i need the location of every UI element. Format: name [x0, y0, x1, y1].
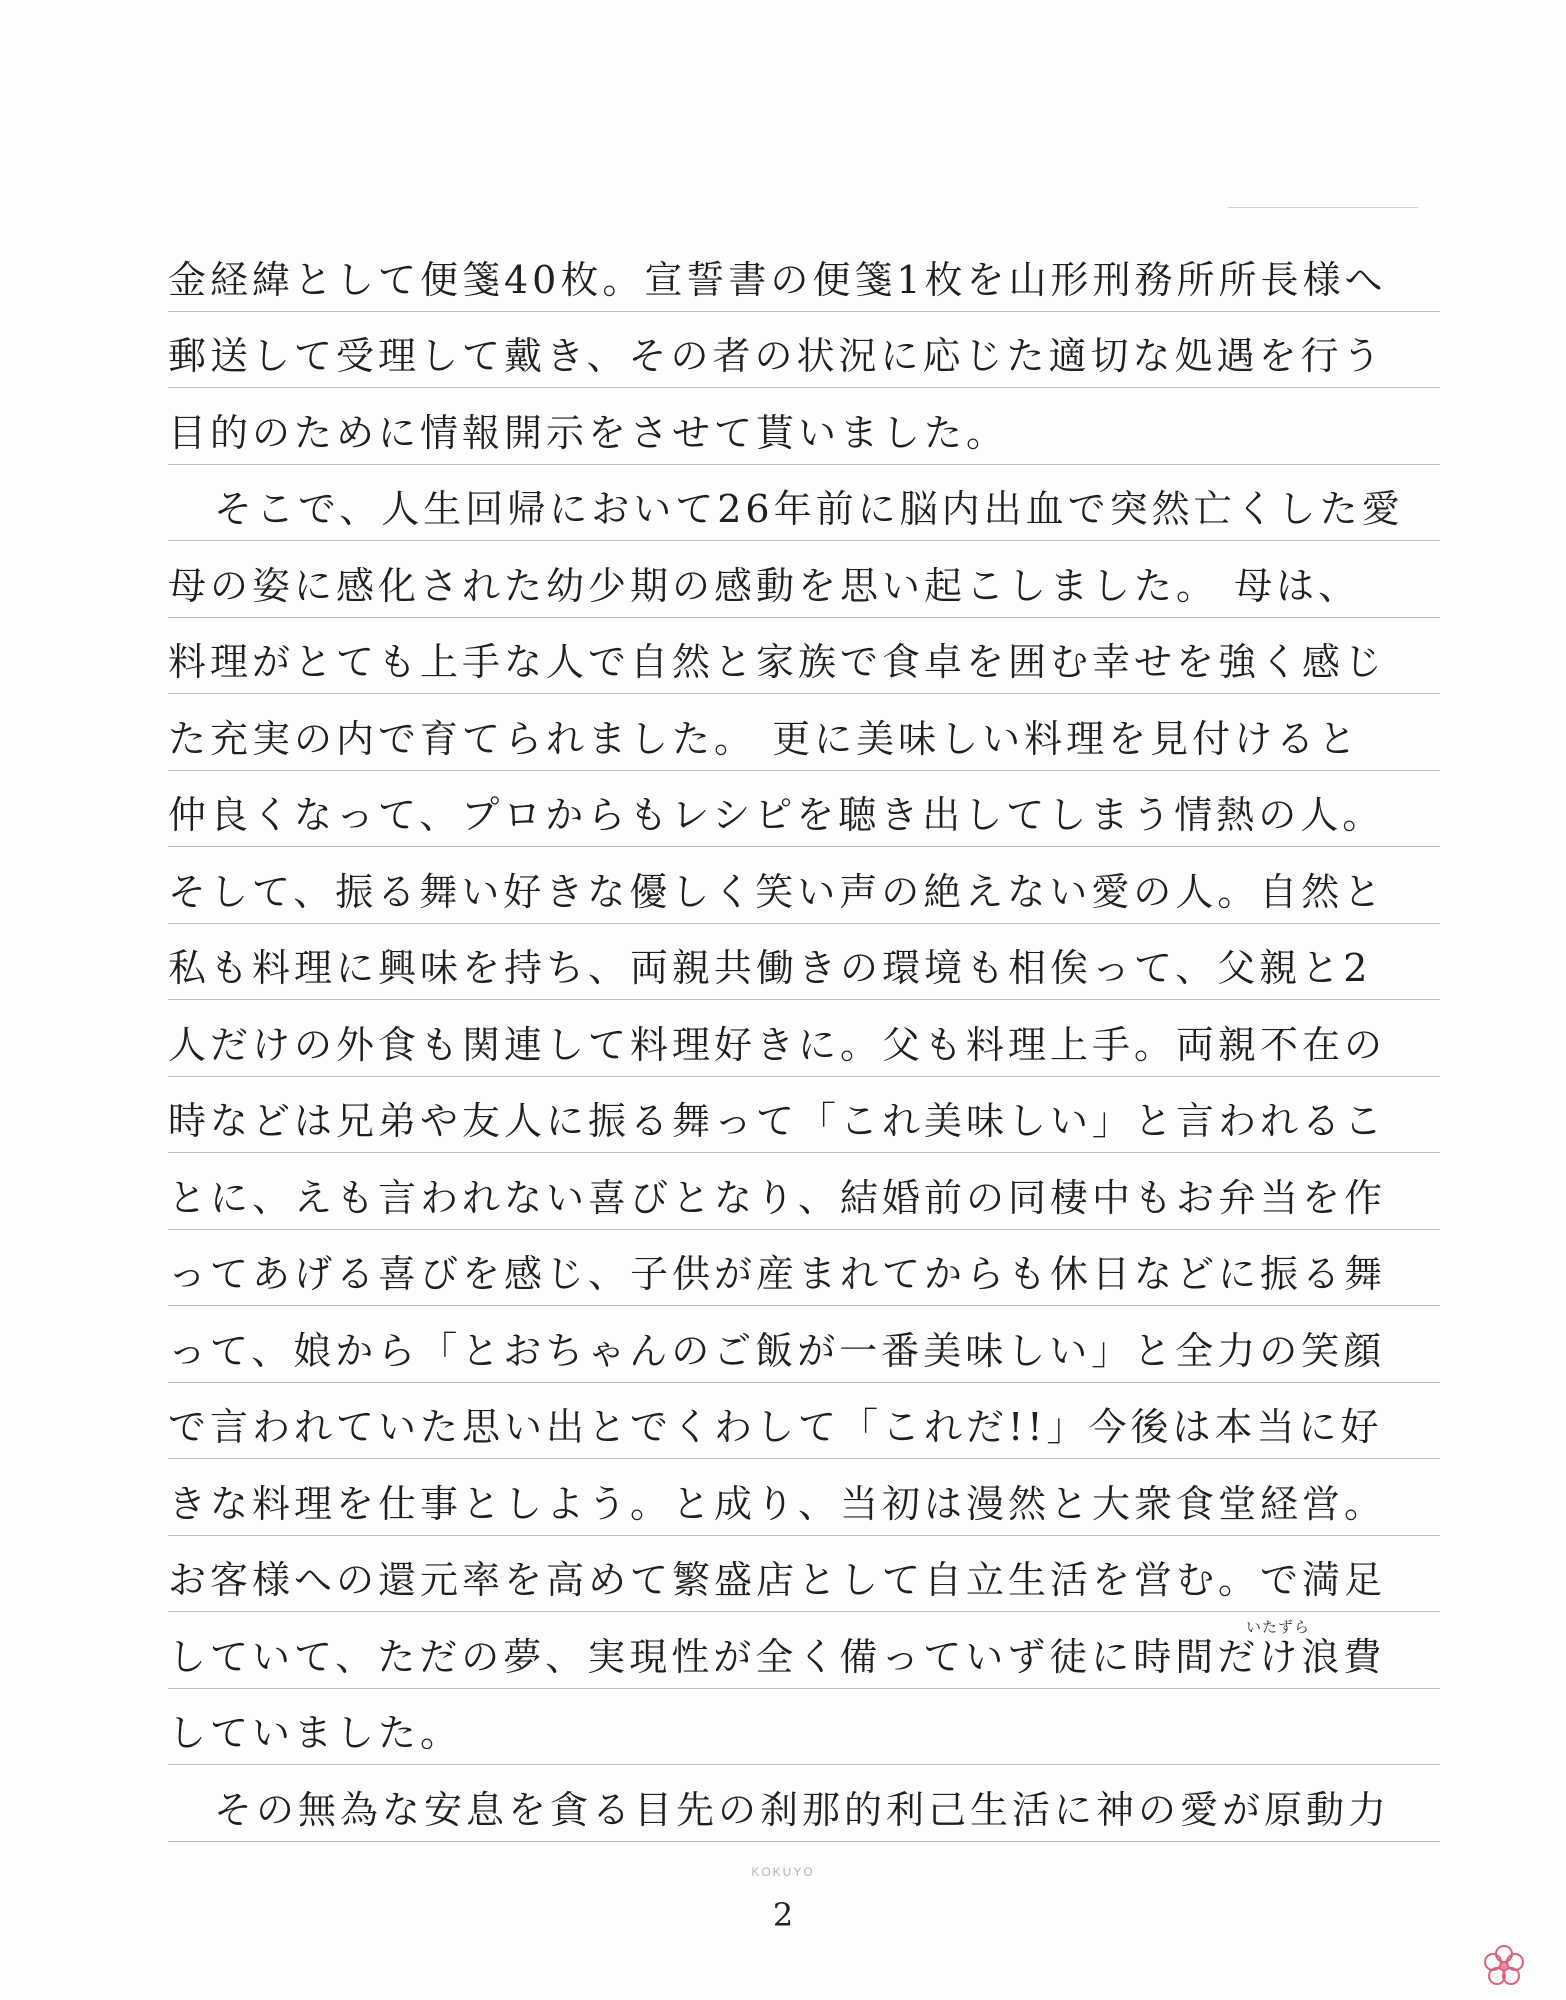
ruled-line — [168, 1765, 1440, 1842]
ruled-line — [168, 541, 1440, 618]
text-line: 人だけの外食も関連して料理好きに。父も料理上手。両親不在の — [168, 1022, 1387, 1067]
text-line: していました。 — [168, 1711, 463, 1755]
top-rule — [1228, 207, 1418, 208]
ruled-line — [168, 1000, 1440, 1077]
text-line: そして、振る舞い好きな優しく笑い声の絶えない愛の人。自然と — [168, 869, 1386, 914]
handwritten-text-block — [168, 235, 1440, 1842]
ruled-line — [168, 1383, 1440, 1460]
ruled-line — [168, 618, 1440, 695]
flower-stamp-icon — [1478, 1940, 1530, 1992]
text-line: その無為な安息を貪る目先の刹那的利己生活に神の愛が原動力 — [214, 1787, 1391, 1832]
ruled-line — [168, 1153, 1440, 1230]
ruled-line — [168, 924, 1440, 1001]
text-line: きな料理を仕事としよう。と成り、当初は漫然と大衆食堂経営。 — [168, 1481, 1387, 1526]
ruled-line — [168, 694, 1440, 771]
ruled-line — [168, 465, 1440, 542]
text-line: 時などは兄弟や友人に振る舞って「これ美味しい」と言われるこ — [168, 1099, 1387, 1143]
text-line: 仲良くなって、プロからもレシピを聴き出してしまう情熱の人。 — [168, 793, 1385, 837]
ruled-line — [168, 771, 1440, 848]
furigana: いたずら — [1246, 1618, 1311, 1636]
text-line: で言われていた思い出とでくわして「これだ!!」今後は本当に好 — [168, 1405, 1383, 1449]
ruled-line — [168, 1230, 1440, 1307]
text-line: 郵送して受理して戴き、その者の状況に応じた適切な処遇を行う — [168, 334, 1385, 378]
ruled-line — [168, 1612, 1440, 1689]
ruled-line — [168, 388, 1440, 465]
text-line: 料理がとても上手な人で自然と家族で食卓を囲む幸せを強く感じ — [168, 640, 1387, 684]
text-line: そこで、人生回帰において26年前に脳内出血で突然亡くした愛 — [214, 487, 1404, 531]
text-line: 目的のために情報開示をさせて貰いました。 — [168, 410, 1009, 455]
ruled-line — [168, 1077, 1440, 1154]
text-line: お客様への還元率を高めて繁盛店として自立生活を営む。で満足 — [168, 1558, 1387, 1602]
ruled-line — [168, 847, 1440, 924]
text-line: 私も料理に興味を持ち、両親共働きの環境も相俟って、父親と2 — [168, 946, 1372, 990]
text-line: とに、えも言われない喜びとなり、結婚前の同棲中もお弁当を作 — [168, 1175, 1387, 1220]
page-number: 2 — [772, 1896, 794, 1934]
ruled-line — [168, 235, 1440, 312]
ruled-line — [168, 1536, 1440, 1613]
ruled-line — [168, 1459, 1440, 1536]
brand-mark: KOKUYO — [751, 1865, 815, 1879]
text-line: ってあげる喜びを感じ、子供が産まれてからも休日などに振る舞 — [168, 1252, 1387, 1296]
text-line: た充実の内で育てられました。 更に美味しい料理を見付けると — [168, 716, 1361, 761]
ruled-line — [168, 312, 1440, 389]
ruled-line — [168, 1689, 1440, 1766]
text-line: って、娘から「とおちゃんのご飯が一番美味しい」と全力の笑顔 — [168, 1328, 1386, 1373]
ruled-line — [168, 1306, 1440, 1383]
text-line: していて、ただの夢、実現性が全く備っていず徒に時間だけ浪費 — [168, 1634, 1386, 1679]
text-line: 母の姿に感化された幼少期の感動を思い起こしました。 母は、 — [168, 563, 1361, 608]
text-line: 金経緯として便箋40枚。宣誓書の便箋1枚を山形刑務所所長様へ — [168, 257, 1387, 302]
